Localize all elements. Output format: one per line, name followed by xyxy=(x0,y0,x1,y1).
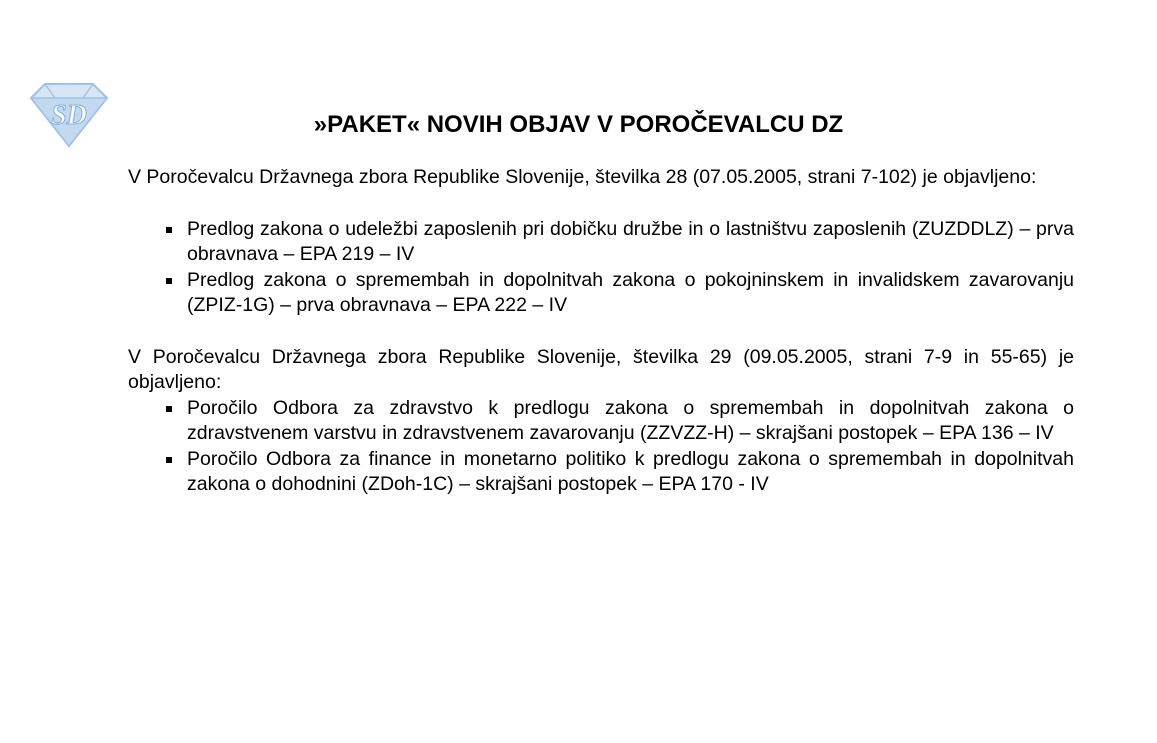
document-body xyxy=(128,165,1074,498)
list-item: Predlog zakona o spremembah in dopolnitvah zakona o pokojninskem in invalidskem zavarovanju (ZPIZ-1G) – prva obravnava – EPA 222 – IV xyxy=(128,268,1074,319)
list-item: Poročilo Odbora za finance in monetarno politiko k predlogu zakona o spremembah in dopolnitvah zakona o dohodnini (ZDoh-1C) – skrajšani postopek – EPA 170 - IV xyxy=(128,447,1074,498)
section-1-intro: V Poročevalcu Državnega zbora Republike Slovenije, številka 28 (07.05.2005, strani 7-102) je objavljeno: xyxy=(128,166,1037,188)
section-2-list xyxy=(128,396,1074,498)
list-item: Poročilo Odbora za zdravstvo k predlogu zakona o spremembah in dopolnitvah zakona o zdravstvenem varstvu in zdravstvenem zavarovanju (ZZVZZ-H) – skrajšani postopek – EPA 136 – IV xyxy=(128,396,1074,447)
list-item: Predlog zakona o udeležbi zaposlenih pri dobičku družbe in o lastništvu zaposlenih (ZUZDDLZ) – prva obravnava – EPA 219 – IV xyxy=(128,217,1074,268)
page-title: »PAKET« NOVIH OBJAV V POROČEVALCU DZ xyxy=(313,111,844,138)
logo-text: SD xyxy=(51,100,87,131)
section-2-intro: V Poročevalcu Državnega zbora Republike Slovenije, številka 29 (09.05.2005, strani 7-9 in 55-65) je objavljeno: xyxy=(128,345,1074,393)
section-1-list xyxy=(128,217,1074,319)
